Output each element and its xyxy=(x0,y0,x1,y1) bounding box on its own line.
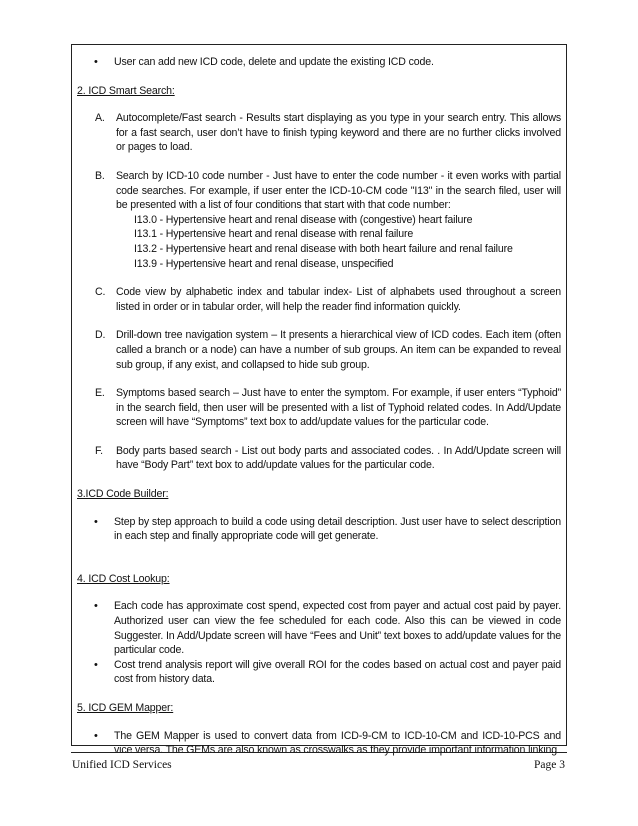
item-marker: E. xyxy=(95,387,105,400)
list-item xyxy=(77,328,561,372)
page-frame xyxy=(71,44,567,757)
item-marker: B. xyxy=(95,169,105,182)
list-item: • Step by step approach to build a code using detail description. Just user have to select description in each step and finally appropriate code will get generate. xyxy=(77,515,561,544)
list-item: • Cost trend analysis report will give overall ROI for the codes based on actual cost and payer paid cost from history data. xyxy=(77,658,561,687)
list-item: • Each code has approximate cost spend, expected cost from payer and actual cost paid by payer. Authorized user can view the fee scheduled for each code. Also this can be viewed in code Suggester. In Add/Update screen will have “Fees and Unit” text boxes to add/update values for the particular code. xyxy=(77,599,561,657)
item-marker: D. xyxy=(95,329,106,342)
item-text: Body parts based search - List out body parts and associated codes. . In Add/Update screen will have “Body Part” text box to add/update values for the particular code. xyxy=(116,444,561,472)
list-item xyxy=(77,386,561,430)
section-heading-code-builder: 3.ICD Code Builder: xyxy=(77,488,169,501)
section-heading-gem-mapper: 5. ICD GEM Mapper: xyxy=(77,702,174,714)
item-text: Search by ICD-10 code number - Just have to enter the code number - it even works with partial code searches. For example, if user enter the ICD-10-CM code "I13" in the search filed, user will be presented with a list of four conditions that start with that code number: xyxy=(116,169,561,212)
page-footer xyxy=(71,752,567,771)
list-item xyxy=(77,444,561,473)
code-sublist xyxy=(116,213,561,271)
section-heading-smart-search: 2. ICD Smart Search: xyxy=(77,84,175,97)
smart-search-list xyxy=(77,111,561,473)
page-number: Page 3 xyxy=(534,759,565,771)
document-body xyxy=(72,45,566,758)
code-builder-list xyxy=(77,515,561,544)
list-item xyxy=(77,285,561,314)
item-text: Symptoms based search – Just have to enter the symptom. For example, if user enters “Typhoid” in the search field, then user will be presented with a list of Typhoid related codes. In Add/Update screen will have “Symptoms” text box to add/update values for the particular code. xyxy=(116,387,561,429)
code-line: I13.9 - Hypertensive heart and renal disease, unspecified xyxy=(134,257,394,270)
item-text: Code view by alphabetic index and tabular index- List of alphabets used throughout a screen listed in order or in tabular order, will help the reader find information quickly. xyxy=(116,286,561,313)
list-item xyxy=(77,111,561,155)
item-marker: A. xyxy=(95,112,105,125)
code-line: I13.2 - Hypertensive heart and renal disease with both heart failure and renal failure xyxy=(134,242,513,255)
footer-title: Unified ICD Services xyxy=(72,759,172,771)
code-line: I13.1 - Hypertensive heart and renal disease with renal failure xyxy=(134,228,414,241)
intro-list xyxy=(77,55,561,70)
section-heading-cost-lookup: 4. ICD Cost Lookup: xyxy=(77,572,170,585)
list-item xyxy=(77,169,561,271)
item-text: Drill-down tree navigation system – It presents a hierarchical view of ICD codes. Each item (often called a branch or a node) can have a number of sub groups. An item can be expanded to reveal sub group, if any exist, and collapsed to hide sub group. xyxy=(116,329,561,371)
list-item: • The GEM Mapper is used to convert data from ICD-9-CM to ICD-10-CM and ICD-10-PCS and vice versa. The GEMs are also known as crosswalks as they provide important information linking xyxy=(77,729,561,758)
item-marker: F. xyxy=(95,444,103,457)
item-text: Autocomplete/Fast search - Results start displaying as you type in your search entry. This allows for a fast search, user don’t have to finish typing keyword and there are no further clicks involved or pages to load. xyxy=(116,112,561,154)
cost-lookup-list xyxy=(77,599,561,687)
item-marker: C. xyxy=(95,286,106,299)
intro-bullet: • User can add new ICD code, delete and update the existing ICD code. xyxy=(77,55,561,70)
code-line: I13.0 - Hypertensive heart and renal disease with (congestive) heart failure xyxy=(134,213,473,226)
